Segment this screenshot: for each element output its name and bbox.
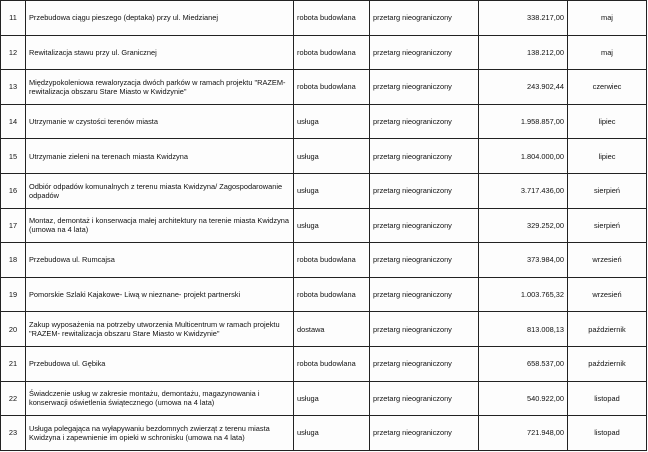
estimated-value-cell: 540.922,00	[479, 381, 568, 416]
procedure-mode-cell: przetarg nieograniczony	[370, 277, 479, 312]
row-number-cell: 19	[1, 277, 26, 312]
order-type-cell: usługa	[294, 381, 370, 416]
planned-month-cell: maj	[568, 1, 647, 36]
estimated-value-cell: 1.804.000,00	[479, 139, 568, 174]
procedure-mode-cell: przetarg nieograniczony	[370, 1, 479, 36]
row-number-cell: 20	[1, 312, 26, 347]
table-row	[1, 139, 647, 174]
order-type-cell: robota budowlana	[294, 1, 370, 36]
task-title-cell: Przebudowa ciągu pieszego (deptaka) przy ul. Miedzianej	[26, 1, 294, 36]
table-row	[1, 381, 647, 416]
planned-month-cell: sierpień	[568, 208, 647, 243]
procedure-mode-cell: przetarg nieograniczony	[370, 312, 479, 347]
row-number-cell: 18	[1, 243, 26, 278]
estimated-value-cell: 138.212,00	[479, 35, 568, 70]
table-row	[1, 70, 647, 105]
task-title-cell: Montaz, demontaż i konserwacja małej architektury na terenie miasta Kwidzyna (umowa na 4 lata)	[26, 208, 294, 243]
estimated-value-cell: 338.217,00	[479, 1, 568, 36]
task-title-cell: Usługa polegająca na wyłapywaniu bezdomnych zwierząt z terenu miasta Kwidzyna i zapewnienie im opieki w schronisku (umowa na 4 lata)	[26, 416, 294, 451]
table-body	[1, 1, 647, 451]
procedure-mode-cell: przetarg nieograniczony	[370, 381, 479, 416]
task-title-cell: Rewitalizacja stawu przy ul. Granicznej	[26, 35, 294, 70]
procedure-mode-cell: przetarg nieograniczony	[370, 139, 479, 174]
table-row	[1, 346, 647, 381]
task-title-cell: Przebudowa ul. Rumcajsa	[26, 243, 294, 278]
row-number-cell: 12	[1, 35, 26, 70]
planned-month-cell: październik	[568, 346, 647, 381]
table-row	[1, 104, 647, 139]
table-row	[1, 35, 647, 70]
order-type-cell: dostawa	[294, 312, 370, 347]
procedure-mode-cell: przetarg nieograniczony	[370, 346, 479, 381]
order-type-cell: usługa	[294, 104, 370, 139]
estimated-value-cell: 329.252,00	[479, 208, 568, 243]
task-title-cell: Utrzymanie w czystości terenów miasta	[26, 104, 294, 139]
estimated-value-cell: 3.717.436,00	[479, 173, 568, 208]
order-type-cell: usługa	[294, 416, 370, 451]
table-row	[1, 243, 647, 278]
order-type-cell: usługa	[294, 173, 370, 208]
procedure-mode-cell: przetarg nieograniczony	[370, 416, 479, 451]
table-row	[1, 173, 647, 208]
task-title-cell: Odbiór odpadów komunalnych z terenu miasta Kwidzyna/ Zagospodarowanie odpadów	[26, 173, 294, 208]
order-type-cell: robota budowlana	[294, 346, 370, 381]
planned-month-cell: listopad	[568, 416, 647, 451]
planned-month-cell: październik	[568, 312, 647, 347]
order-type-cell: robota budowlana	[294, 70, 370, 105]
order-type-cell: usługa	[294, 208, 370, 243]
procedure-mode-cell: przetarg nieograniczony	[370, 70, 479, 105]
planned-month-cell: lipiec	[568, 104, 647, 139]
task-title-cell: Przebudowa ul. Gębika	[26, 346, 294, 381]
task-title-cell: Zakup wyposażenia na potrzeby utworzenia Multicentrum w ramach projektu "RAZEM- rewitalizacja obszaru Stare Miasto w Kwidzynie"	[26, 312, 294, 347]
estimated-value-cell: 1.003.765,32	[479, 277, 568, 312]
estimated-value-cell: 721.948,00	[479, 416, 568, 451]
planned-month-cell: wrzesień	[568, 277, 647, 312]
planned-month-cell: wrzesień	[568, 243, 647, 278]
procedure-mode-cell: przetarg nieograniczony	[370, 104, 479, 139]
task-title-cell: Międzypokoleniowa rewaloryzacja dwóch parków w ramach projektu "RAZEM- rewitalizacja obszaru Stare Miasto w Kwidzynie"	[26, 70, 294, 105]
planned-month-cell: czerwiec	[568, 70, 647, 105]
procedure-mode-cell: przetarg nieograniczony	[370, 173, 479, 208]
estimated-value-cell: 813.008,13	[479, 312, 568, 347]
order-type-cell: robota budowlana	[294, 277, 370, 312]
estimated-value-cell: 373.984,00	[479, 243, 568, 278]
table-row	[1, 416, 647, 451]
row-number-cell: 22	[1, 381, 26, 416]
estimated-value-cell: 243.902,44	[479, 70, 568, 105]
procedure-mode-cell: przetarg nieograniczony	[370, 35, 479, 70]
table-row	[1, 1, 647, 36]
order-type-cell: robota budowlana	[294, 243, 370, 278]
row-number-cell: 15	[1, 139, 26, 174]
task-title-cell: Świadczenie usług w zakresie montażu, demontażu, magazynowania i konserwacji oświetlenia świątecznego (umowa na 4 lata)	[26, 381, 294, 416]
row-number-cell: 11	[1, 1, 26, 36]
order-type-cell: robota budowlana	[294, 35, 370, 70]
row-number-cell: 13	[1, 70, 26, 105]
task-title-cell: Pomorskie Szlaki Kajakowe- Liwą w nieznane- projekt partnerski	[26, 277, 294, 312]
procedure-mode-cell: przetarg nieograniczony	[370, 243, 479, 278]
planned-month-cell: sierpień	[568, 173, 647, 208]
planned-month-cell: maj	[568, 35, 647, 70]
estimated-value-cell: 658.537,00	[479, 346, 568, 381]
order-type-cell: usługa	[294, 139, 370, 174]
estimated-value-cell: 1.958.857,00	[479, 104, 568, 139]
table-row	[1, 312, 647, 347]
row-number-cell: 16	[1, 173, 26, 208]
planned-month-cell: listopad	[568, 381, 647, 416]
table-row	[1, 208, 647, 243]
task-title-cell: Utrzymanie zieleni na terenach miasta Kwidzyna	[26, 139, 294, 174]
row-number-cell: 17	[1, 208, 26, 243]
planned-month-cell: lipiec	[568, 139, 647, 174]
row-number-cell: 23	[1, 416, 26, 451]
row-number-cell: 14	[1, 104, 26, 139]
table-row	[1, 277, 647, 312]
procedure-mode-cell: przetarg nieograniczony	[370, 208, 479, 243]
row-number-cell: 21	[1, 346, 26, 381]
